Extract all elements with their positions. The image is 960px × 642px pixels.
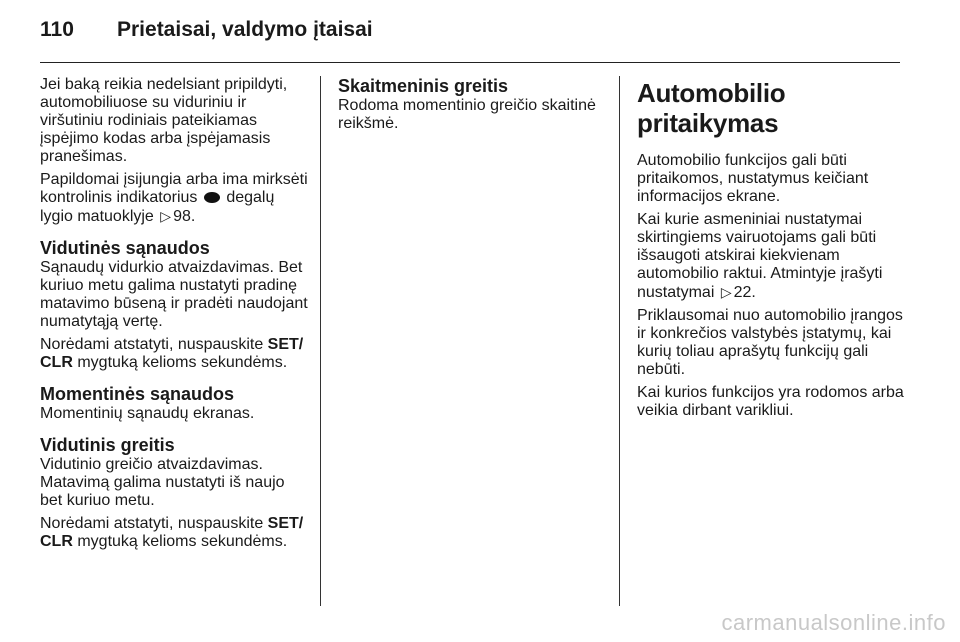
- reset-text-2: mygtuką kelioms sekundėms.: [77, 533, 288, 550]
- paragraph-customization: Automobilio funkcijos gali būti pritaikomos, nustatymus keičiant informacijos ekrane.: [637, 152, 869, 205]
- column-left: [40, 76, 308, 556]
- reset-instruction: [40, 515, 308, 551]
- section-text: Rodoma momentinio greičio skaitinė reikšmė.: [338, 97, 596, 132]
- indicator-text-2: degalų lygio matuoklyje: [40, 189, 275, 225]
- paragraph-refill-warning: Jei baką reikia nedelsiant pripildyti, automobiliuose su viduriniu ir viršutiniu rodiniais pateikiamas įspėjimo kodas arba įspėjamasis pranešimas.: [40, 76, 288, 165]
- button-name: SET/ CLR: [40, 336, 304, 371]
- reset-instruction: [40, 336, 308, 372]
- fuel-indicator-icon: [204, 192, 220, 203]
- section-title: Momentinės sąnaudos: [40, 384, 235, 404]
- chapter-heading: Automobilio pritaikymas: [637, 78, 786, 138]
- section-average-speed: [40, 435, 308, 551]
- column-middle: [338, 76, 608, 138]
- watermark: carmanualsonline.info: [721, 610, 946, 635]
- page-reference[interactable]: 22.: [733, 284, 756, 301]
- column-divider-2: [619, 76, 620, 606]
- page-number: 110: [40, 18, 74, 41]
- header-divider: [40, 62, 900, 63]
- section-title: Vidutinis greitis: [40, 435, 175, 455]
- page-reference[interactable]: 98.: [173, 208, 196, 225]
- reference-arrow-icon: ▷: [160, 208, 172, 224]
- section-title: Skaitmeninis greitis: [338, 76, 509, 96]
- settings-text: Kai kurie asmeniniai nustatymai skirtingiems vairuotojams gali būti išsaugoti atskirai kiekvienam automobilio raktui. Atmintyje įrašyti nustatymai: [637, 211, 883, 301]
- column-right: [637, 76, 905, 425]
- page-title: Prietaisai, valdymo įtaisai: [117, 18, 373, 41]
- section-title: Vidutinės sąnaudos: [40, 238, 210, 258]
- column-divider-1: [320, 76, 321, 606]
- paragraph-engine-running: Kai kurios funkcijos yra rodomos arba veikia dirbant varikliui.: [637, 384, 904, 419]
- section-digital-speed: [338, 76, 608, 133]
- paragraph-indicator: [40, 171, 308, 226]
- section-text: Momentinių sąnaudų ekranas.: [40, 405, 255, 422]
- section-text: Vidutinio greičio atvaizdavimas. Matavimą galima nustatyti iš naujo bet kuriuo metu.: [40, 456, 285, 509]
- paragraph-availability: Priklausomai nuo automobilio įrangos ir konkrečios valstybės įstatymų, kai kurių toliau aprašytų funkcijų gali nebūti.: [637, 307, 903, 378]
- section-instant-consumption: [40, 384, 308, 423]
- section-text: Sąnaudų vidurkio atvaizdavimas. Bet kuriuo metu galima nustatyti pradinę matavimo būseną ir pradėti naudojant numatytąją vertę.: [40, 259, 308, 330]
- paragraph-personal-settings: [637, 211, 905, 302]
- button-name: SET/ CLR: [40, 515, 304, 550]
- reference-arrow-icon: ▷: [720, 284, 732, 300]
- reset-text: Norėdami atstatyti, nuspauskite: [40, 515, 264, 532]
- indicator-text: Papildomai įsijungia arba ima mirksėti kontrolinis indikatorius: [40, 171, 308, 206]
- reset-text: Norėdami atstatyti, nuspauskite: [40, 336, 264, 353]
- section-average-consumption: [40, 238, 308, 372]
- reset-text-2: mygtuką kelioms sekundėms.: [77, 354, 288, 371]
